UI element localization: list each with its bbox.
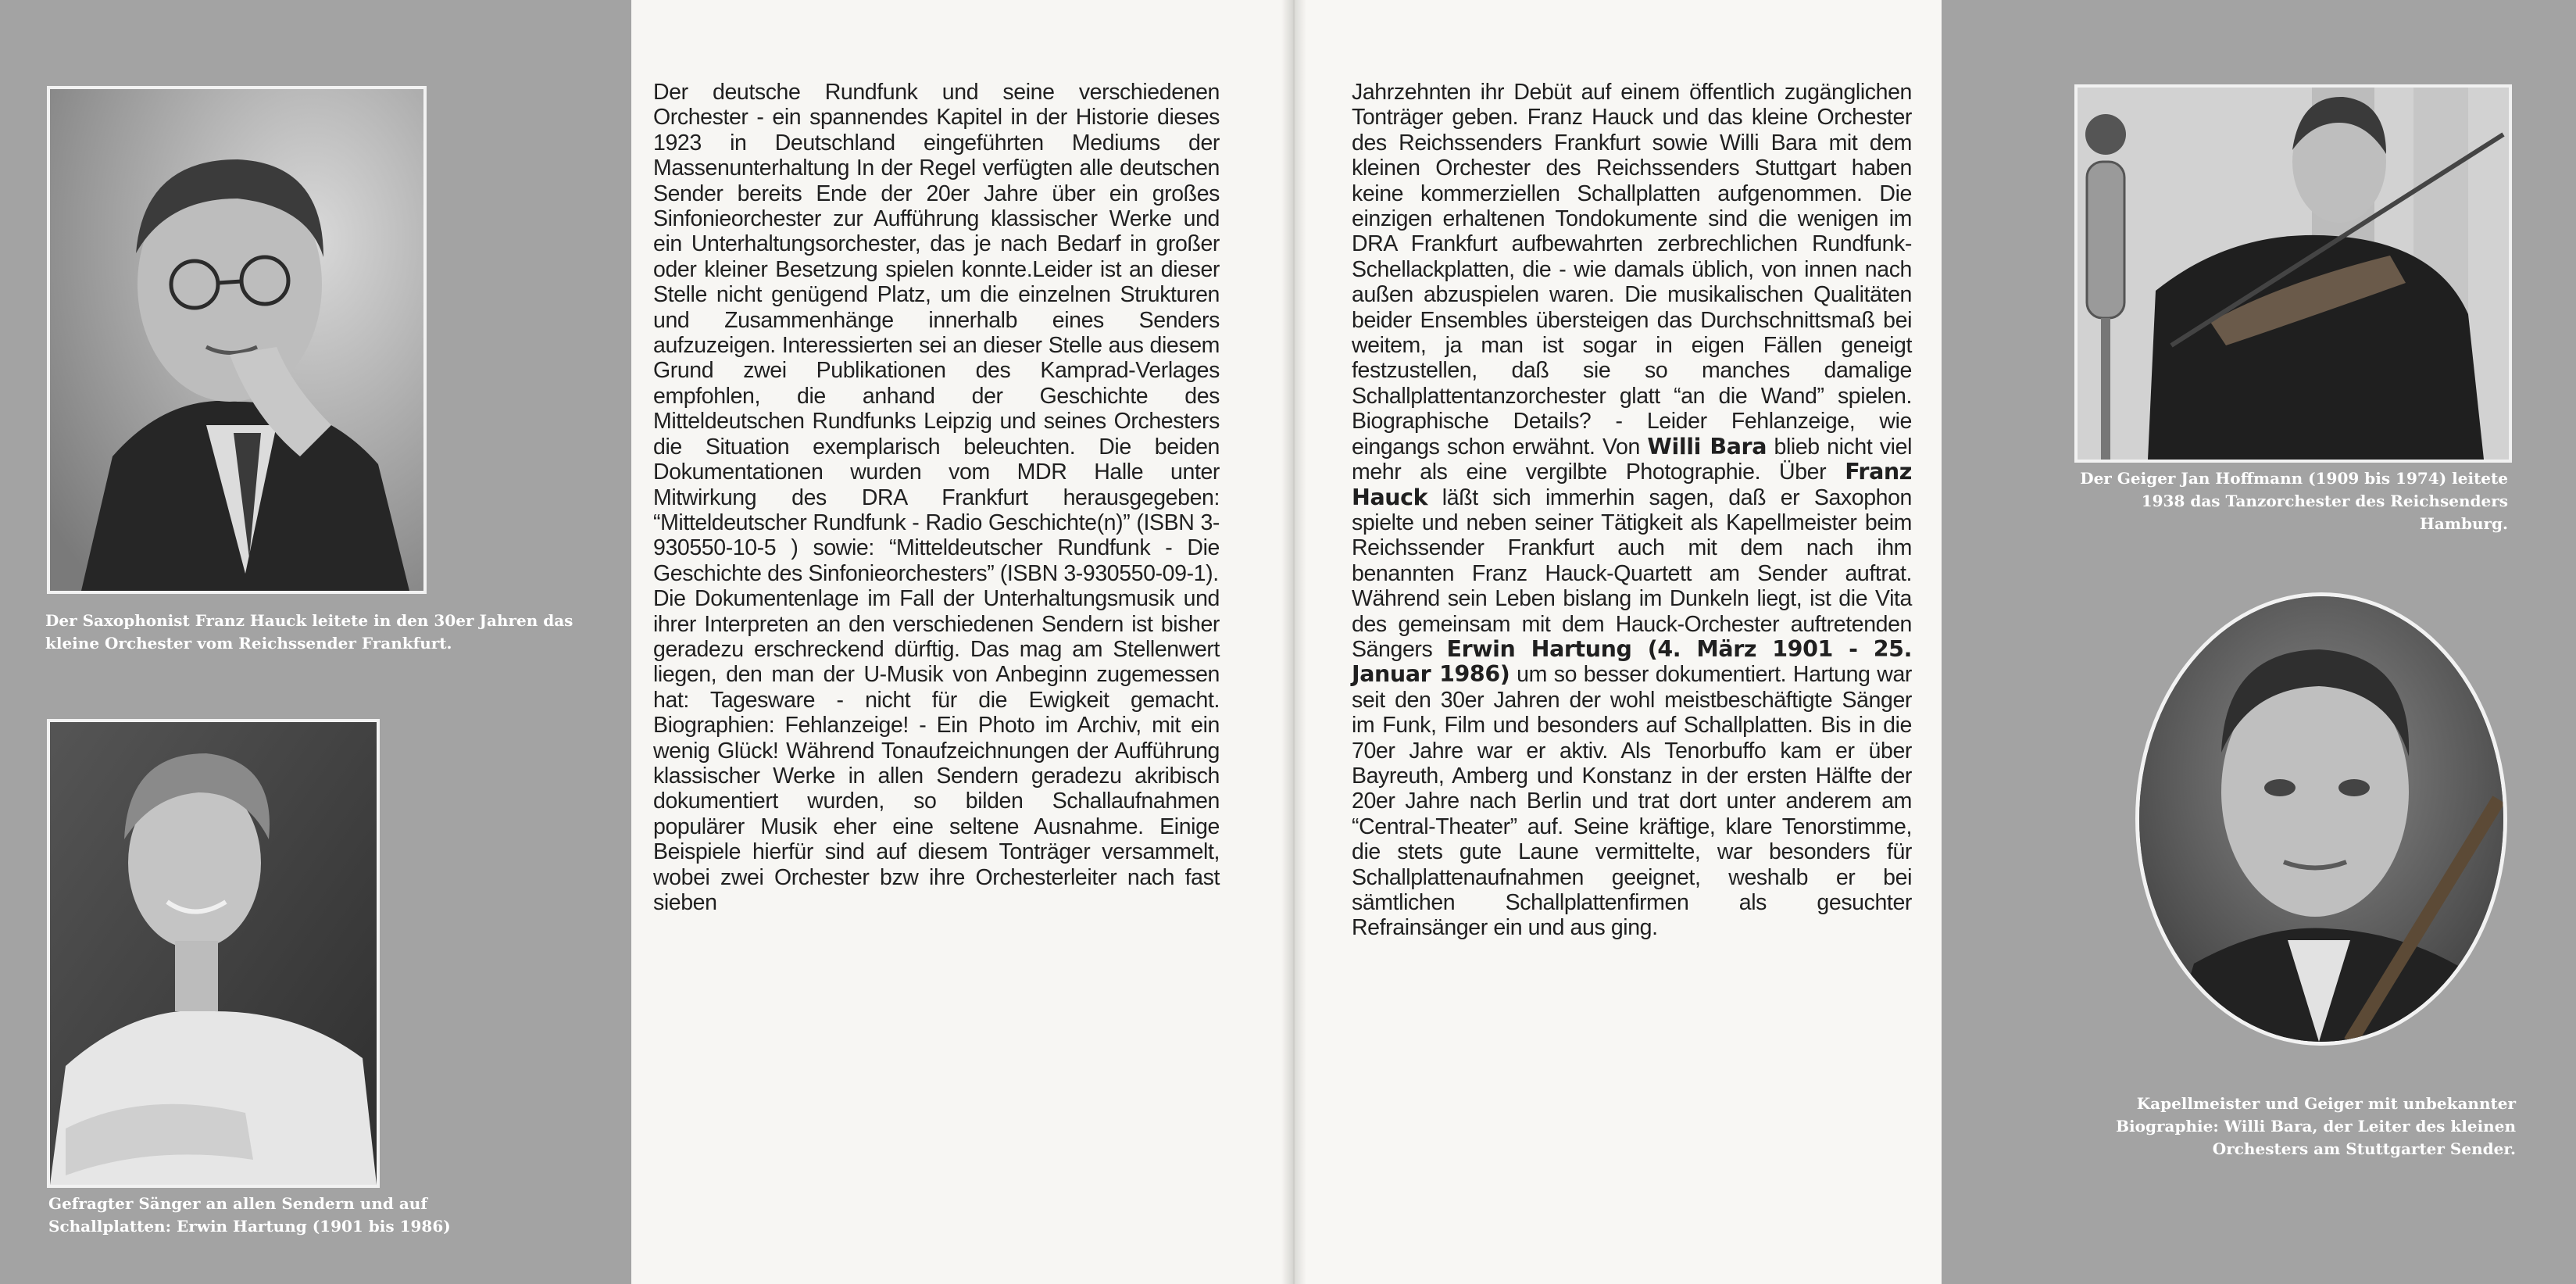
portrait-hartung-icon — [50, 722, 377, 1185]
name-franz-hauck: Franz Hauck — [1352, 459, 1912, 510]
photo-jan-hoffmann — [2074, 84, 2512, 463]
photo-erwin-hartung — [47, 719, 380, 1188]
caption-bara: Kapellmeister und Geiger mit unbekannter Biographie: Willi Bara, der Leiter des kleinen Orchesters am Stuttgarter Sender. — [2116, 1094, 2516, 1158]
text-segment-1: Jahrzehnten ihr Debüt auf einem öffentlich zugänglichen Tonträger geben. Franz Hauck und das kleine Orchester des Reichssenders Frankfurt sowie Willi Bara mit dem kleinen Orchester des Reichssenders Stuttgart haben keine kommerziellen Schallplatten aufgenommen. Die einzigen erhaltenen Tondokumente sind die wenigen im DRA Frankfurt aufbewahrten zerbrechlichen Rundfunk-Schellackplatten, die - wie damals üblich, von innen nach außen abzuspielen waren. Die musikalischen Qualitäten beider Ensembles übersteigen das Durchschnittsmaß bei weitem, ja man ist sogar in eigen Fällen geneigt festzustellen, daß sie so manches damalige Schallplattentanzorchester glatt “an die Wand” spielen. Biographische Details? - Leider Fehlanzeige, wie eingangs schon erwähnt. Von — [1352, 80, 1912, 460]
text-segment-2: blieb nicht viel mehr als eine vergilbte Photographie. Über — [1352, 434, 1912, 485]
portrait-bara-icon — [2139, 596, 2503, 1042]
photo-franz-hauck — [47, 86, 427, 594]
left-paragraph-1: Der deutsche Rundfunk und seine verschiedenen Orchester - ein spannendes Kapitel in der Historie dieses 1923 in Deutschland eingeführten Mediums der Massenunterhaltung In der Regel verfügten alle deutschen Sender bereits Ende der 20er Jahre über ein großes Sinfonieorchester zur Aufführung klassischer Werke und ein Unterhaltungsorchester, das je nach Bedarf in großer oder kleiner Besetzung spielen konnte.Leider ist an dieser Stelle nicht genügend Platz, um die einzelnen Strukturen und Zusammenhänge innerhalb eines Senders aufzuzeigen. Interessierten sei an dieser Stelle aus diesem Grund zwei Publikationen des Kamprad-Verlages empfohlen, die anhand der Geschichte des Mitteldeutschen Rundfunks Leipzig und seines Orchesters die Situation exemplarisch beleuchten. Die beiden Dokumentationen wurden vom MDR Halle unter Mitwirkung des DRA Frankfurt herausgegeben: “Mitteldeutscher Rundfunk - Radio Geschichte(n)” (ISBN 3-930550-10-5 ) sowie: “Mitteldeutscher Rundfunk - Die Geschichte des Sinfonieorchesters” (ISBN 3-930550-09-1). — [653, 80, 1220, 586]
text-segment-4: um so besser dokumentiert. Hartung war seit den 30er Jahren der wohl meistbeschäftigte Sänger im Funk, Film und besonders auf Schallplatten. Bis in die 70er Jahre war er aktiv. Als Tenorbuffo kam er über Bayreuth, Amberg und Konstanz in der ersten Hälfte der 20er Jahre nach Berlin und trat dort unter anderem am “Central-Theater” auf. Seine kräftige, klare Tenorstimme, die stets gute Laune vermittelte, war besonders für Schallplattenaufnahmen geeignet, weshalb er bei sämtlichen Schallplattenfirmen als gesuchter Refrainsänger ein und aus ging. — [1352, 662, 1912, 941]
name-erwin-hartung: Erwin Hartung (4. März 1901 - 25. Januar 1986) — [1352, 635, 1912, 688]
right-paragraph — [1352, 80, 1912, 941]
left-text-column — [653, 80, 1220, 915]
caption-hauck: Der Saxophonist Franz Hauck leitete in den 30er Jahren das kleine Orchester vom Reichssender Frankfurt. — [45, 611, 573, 653]
name-willi-bara: Willi Bara — [1647, 433, 1767, 460]
caption-hoffmann: Der Geiger Jan Hoffmann (1909 bis 1974) leitete 1938 das Tanzorchester des Reichsenders Hamburg. — [2080, 469, 2508, 533]
page-gutter — [1281, 0, 1306, 1284]
text-segment-3: läßt sich immerhin sagen, daß er Saxophon spielte und neben seiner Tätigkeit als Kapellmeister beim Reichssender Frankfurt auch mit dem nach ihm benannten Franz Hauck-Quartett am Sender auftrat. Während sein Leben bislang im Dunkeln liegt, ist die Vita des gemeinsam mit dem Hauck-Orchester auftretenden Sängers — [1352, 485, 1912, 662]
portrait-hoffmann-icon — [2078, 88, 2509, 460]
right-text-column — [1352, 80, 1912, 941]
portrait-hauck-icon — [50, 89, 423, 591]
caption-hartung: Gefragter Sänger an allen Sendern und auf Schallplatten: Erwin Hartung (1901 bis 1986) — [48, 1194, 451, 1236]
left-paragraph-2: Die Dokumentenlage im Fall der Unterhaltungsmusik und ihrer Interpreten an den verschiedenen Sendern ist bisher geradezu erschreckend dürftig. Das mag am Stellenwert liegen, den man der U-Musik von Anbeginn zugemessen hat: Tagesware - nicht für die Ewigkeit gemacht. Biographien: Fehlanzeige! - Ein Photo im Archiv, mit ein wenig Glück! Während Tonaufzeichnungen der Aufführung klassischer Werke in allen Sendern geradezu akribisch dokumentiert wurden, so bilden Schallaufnahmen populärer Musik eher eine seltene Ausnahme. Einige Beispiele hierfür sind auf diesem Tonträger versammelt, wobei zwei Orchester bzw ihre Orchesterleiter nach fast sieben — [653, 586, 1220, 915]
photo-willi-bara — [2135, 592, 2507, 1046]
